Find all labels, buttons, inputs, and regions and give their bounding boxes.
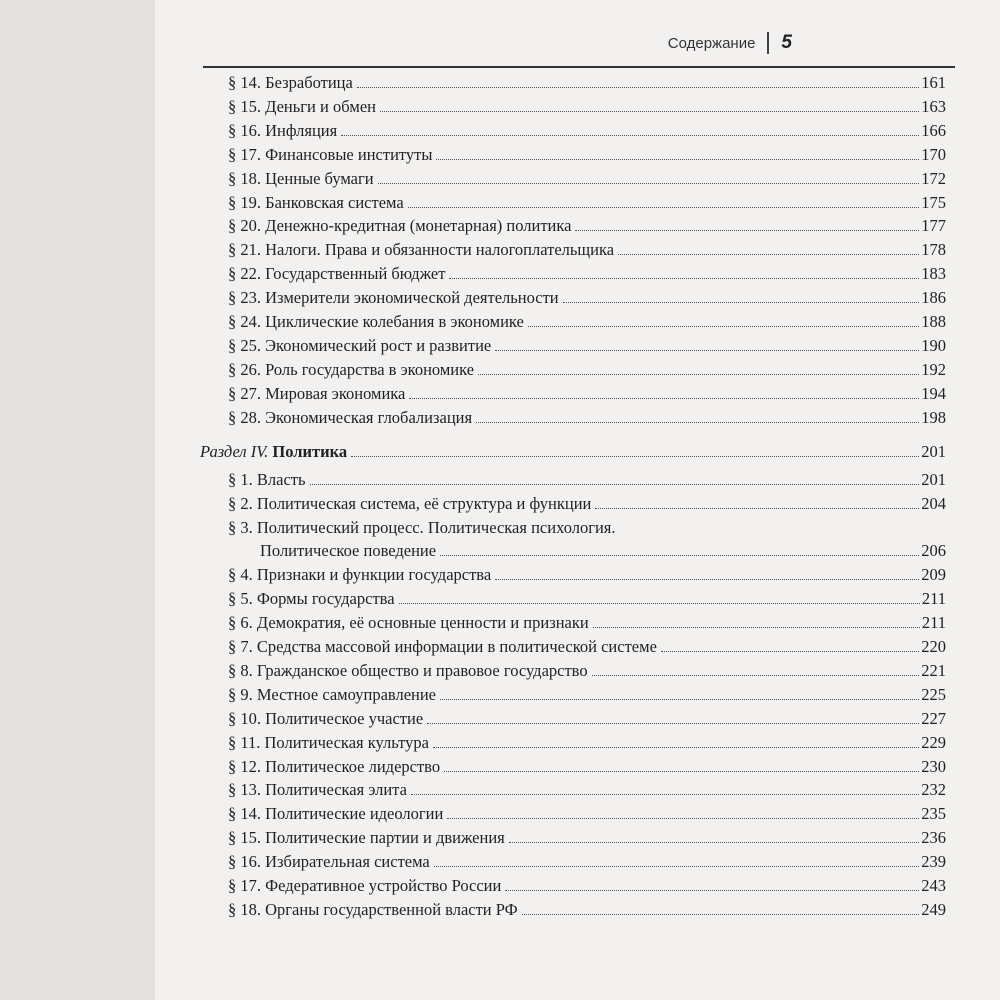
toc-page-number: 209 bbox=[921, 565, 946, 585]
toc-entry-label bbox=[228, 685, 436, 705]
section-number: § 19. bbox=[228, 192, 261, 212]
toc-page-number: 177 bbox=[921, 216, 946, 236]
toc-entry[interactable] bbox=[228, 470, 946, 490]
section-heading-label bbox=[200, 442, 347, 462]
toc-page-number: 221 bbox=[921, 660, 946, 680]
section-number: § 4. bbox=[228, 565, 253, 585]
toc-entry-label bbox=[228, 169, 374, 189]
section-number: § 8. bbox=[228, 660, 253, 680]
section-number: § 5. bbox=[228, 589, 253, 609]
dot-leader bbox=[522, 914, 920, 915]
toc-page-number: 186 bbox=[921, 288, 946, 308]
toc-entry[interactable] bbox=[228, 661, 946, 681]
toc-entry-label bbox=[228, 384, 405, 404]
toc-page-number: 201 bbox=[921, 442, 946, 462]
section-number: § 26. bbox=[228, 359, 261, 379]
toc-entry-label bbox=[228, 470, 306, 490]
header-rule bbox=[203, 66, 955, 68]
toc-entry-title: Демократия, её основные ценности и признаки bbox=[256, 613, 589, 633]
toc-entry-label bbox=[228, 709, 423, 729]
toc-entry-title: Формы государства bbox=[256, 589, 395, 609]
section-number: § 3. bbox=[228, 517, 253, 537]
dot-leader bbox=[440, 699, 919, 700]
section-number: § 14. bbox=[228, 73, 261, 92]
toc-entry[interactable] bbox=[228, 876, 946, 896]
toc-entry-label bbox=[228, 193, 404, 213]
toc-entry-multiline-first[interactable] bbox=[228, 518, 616, 538]
toc-entry-label bbox=[228, 613, 589, 633]
toc-entry[interactable] bbox=[228, 804, 946, 824]
section-number: § 21. bbox=[228, 240, 261, 260]
toc-entry-title: Денежно-кредитная (монетарная) политика bbox=[265, 216, 572, 236]
toc-page-number: 235 bbox=[921, 804, 946, 824]
toc-entry[interactable] bbox=[228, 408, 946, 428]
toc-entry[interactable] bbox=[228, 193, 946, 213]
dot-leader bbox=[563, 302, 920, 303]
toc-entry-title: Избирательная система bbox=[265, 852, 430, 872]
toc-entry[interactable] bbox=[228, 637, 946, 657]
toc-entry[interactable] bbox=[228, 216, 946, 236]
toc-page-number: 188 bbox=[921, 312, 946, 331]
toc-entry[interactable] bbox=[228, 852, 946, 872]
toc-entry-label bbox=[228, 288, 559, 308]
toc-entry[interactable] bbox=[228, 336, 946, 356]
section-number: § 23. bbox=[228, 288, 261, 308]
toc-entry[interactable] bbox=[228, 900, 946, 920]
header-title: Содержание bbox=[667, 34, 756, 52]
section-number: § 2. bbox=[228, 493, 253, 513]
section-number: § 15. bbox=[228, 96, 261, 116]
toc-entry-title: Безработица bbox=[265, 73, 353, 92]
toc-entry-title: Государственный бюджет bbox=[265, 264, 446, 284]
section-part: Раздел IV. bbox=[200, 442, 269, 462]
toc-entry-label bbox=[228, 336, 491, 356]
section-number: § 1. bbox=[228, 469, 253, 489]
toc-entry-title: Инфляция bbox=[265, 120, 338, 140]
toc-entry[interactable] bbox=[228, 360, 946, 380]
toc-entry-label bbox=[228, 757, 440, 777]
page-content bbox=[155, 0, 1000, 1000]
toc-entry-label bbox=[228, 828, 505, 848]
dot-leader bbox=[447, 818, 919, 819]
dot-leader bbox=[444, 771, 919, 772]
dot-leader bbox=[509, 842, 920, 843]
section-number: § 25. bbox=[228, 335, 261, 355]
toc-page-number: 243 bbox=[921, 876, 946, 896]
section-number: § 18. bbox=[228, 168, 261, 188]
section-number: § 16. bbox=[228, 120, 261, 140]
section-number: § 27. bbox=[228, 383, 261, 403]
toc-entry-label bbox=[228, 145, 432, 165]
toc-entry[interactable] bbox=[228, 264, 946, 284]
toc-entry-title: Политическая система, её структура и функции bbox=[256, 493, 592, 513]
dot-leader bbox=[436, 159, 919, 160]
toc-page-number: 225 bbox=[921, 684, 946, 704]
toc-page-number: 206 bbox=[921, 541, 946, 561]
dot-leader bbox=[661, 651, 919, 652]
toc-entry-label bbox=[228, 852, 430, 872]
toc-page-number: 198 bbox=[921, 407, 946, 427]
dot-leader bbox=[595, 508, 919, 509]
toc-entry[interactable] bbox=[228, 709, 946, 729]
toc-page-number: 172 bbox=[921, 168, 946, 188]
section-number: § 13. bbox=[228, 780, 261, 800]
section-number: § 17. bbox=[228, 144, 261, 164]
toc-entry-label bbox=[228, 565, 491, 585]
toc-entry[interactable] bbox=[228, 613, 946, 633]
toc-page-number: 170 bbox=[921, 144, 946, 164]
toc-entry[interactable] bbox=[228, 494, 946, 514]
toc-entry-multiline-second[interactable] bbox=[260, 541, 946, 561]
toc-entry-title: Власть bbox=[256, 469, 306, 489]
toc-entry-title: Деньги и обмен bbox=[265, 96, 377, 116]
toc-page-number: 194 bbox=[921, 383, 946, 403]
toc-page-number: 175 bbox=[921, 192, 946, 212]
toc-entry-label bbox=[228, 408, 472, 428]
header-page-number: 5 bbox=[781, 32, 792, 53]
toc-entry-label bbox=[228, 264, 445, 284]
dot-leader bbox=[434, 866, 919, 867]
section-number: § 15. bbox=[228, 828, 261, 848]
toc-entry-title: Циклические колебания в экономике bbox=[265, 312, 524, 331]
dot-leader bbox=[592, 675, 920, 676]
toc-entry-label bbox=[228, 240, 614, 260]
toc-entry[interactable] bbox=[228, 384, 946, 404]
toc-page-number: 211 bbox=[921, 613, 946, 633]
toc-entry-title: Политическая элита bbox=[265, 780, 407, 800]
toc-page-number: 220 bbox=[921, 637, 946, 657]
section-number: § 14. bbox=[228, 804, 261, 824]
toc-entry-title: Федеративное устройство России bbox=[265, 876, 502, 896]
toc-entry[interactable] bbox=[228, 312, 946, 332]
toc-page-number: 204 bbox=[921, 493, 946, 513]
toc-page-number: 161 bbox=[921, 73, 946, 92]
header-separator bbox=[767, 32, 769, 54]
section-number: § 10. bbox=[228, 708, 261, 728]
toc-page-number: 178 bbox=[921, 240, 946, 260]
toc-page-number: 211 bbox=[921, 589, 946, 609]
toc-page-number: 201 bbox=[921, 469, 946, 489]
dot-leader bbox=[427, 723, 919, 724]
toc-entry-label bbox=[228, 661, 588, 681]
toc-entry-title: Роль государства в экономике bbox=[265, 359, 475, 379]
section-number: § 12. bbox=[228, 756, 261, 776]
dot-leader bbox=[449, 278, 919, 279]
dot-leader bbox=[411, 794, 919, 795]
dot-leader bbox=[310, 484, 920, 485]
toc-entry-label bbox=[228, 73, 353, 93]
dot-leader bbox=[575, 230, 919, 231]
toc-page-number: 166 bbox=[921, 120, 946, 140]
section-number: § 22. bbox=[228, 264, 261, 284]
toc-entry-label bbox=[228, 780, 407, 800]
toc-entry[interactable] bbox=[228, 565, 946, 585]
section-number: § 11. bbox=[228, 732, 261, 752]
dot-leader bbox=[478, 374, 919, 375]
dot-leader bbox=[476, 422, 919, 423]
section-number: § 28. bbox=[228, 407, 261, 427]
toc-page-number: 230 bbox=[921, 756, 946, 776]
section-number: § 16. bbox=[228, 852, 261, 872]
toc-entry[interactable] bbox=[228, 757, 946, 777]
toc-entry[interactable] bbox=[228, 589, 946, 609]
dot-leader bbox=[528, 326, 919, 327]
toc-page-number: 229 bbox=[921, 732, 946, 752]
toc-entry-title: Налоги. Права и обязанности налогоплательщика bbox=[265, 240, 615, 260]
dot-leader bbox=[593, 627, 920, 628]
toc-entry-title: Политическая культура bbox=[264, 732, 429, 752]
dot-leader bbox=[380, 111, 919, 112]
dot-leader bbox=[433, 747, 919, 748]
toc-entry[interactable] bbox=[228, 685, 946, 705]
toc-entry-label bbox=[228, 216, 571, 236]
section-number: § 9. bbox=[228, 684, 253, 704]
toc-entry-title: Экономическая глобализация bbox=[265, 407, 473, 427]
section-title: Политика bbox=[272, 442, 348, 462]
section-heading[interactable] bbox=[200, 442, 946, 462]
toc-page-number: 232 bbox=[921, 780, 946, 800]
toc-entry-label bbox=[228, 589, 395, 609]
dot-leader bbox=[341, 135, 919, 136]
toc-entry-title: Политические партии и движения bbox=[265, 828, 505, 848]
dot-leader bbox=[409, 398, 919, 399]
toc-entry[interactable] bbox=[228, 169, 946, 189]
toc-page-number: 227 bbox=[921, 708, 946, 728]
toc-entry-title: Политическое участие bbox=[265, 708, 424, 728]
toc-entry-title: Гражданское общество и правовое государство bbox=[256, 660, 588, 680]
toc-entry-title: Политическое лидерство bbox=[265, 756, 441, 776]
section-number: § 18. bbox=[228, 899, 261, 919]
dot-leader bbox=[440, 555, 919, 556]
toc-entry-label bbox=[228, 494, 591, 514]
toc-entry-label bbox=[228, 804, 443, 824]
toc-entry-title: Финансовые институты bbox=[265, 144, 433, 164]
toc-entry[interactable] bbox=[228, 121, 946, 141]
toc-entry-label bbox=[228, 637, 657, 657]
toc-entry-label bbox=[228, 121, 337, 141]
toc-entry-title: Политический процесс. Политическая психология. bbox=[256, 517, 616, 537]
toc-entry-title: Измерители экономической деятельности bbox=[265, 288, 559, 308]
toc-entry[interactable] bbox=[228, 733, 946, 753]
dot-leader bbox=[351, 456, 919, 457]
toc-entry-title-continued: Политическое поведение bbox=[260, 541, 437, 561]
toc-entry-title: Местное самоуправление bbox=[256, 684, 437, 704]
toc-entry-label bbox=[228, 733, 429, 753]
toc-page-number: 236 bbox=[921, 828, 946, 848]
section-number: § 7. bbox=[228, 637, 253, 657]
toc-entry-label bbox=[228, 312, 524, 332]
toc-entry-label bbox=[228, 360, 474, 380]
toc-entry-title: Политические идеологии bbox=[265, 804, 444, 824]
toc-entry[interactable] bbox=[228, 780, 946, 800]
toc-page-number: 249 bbox=[921, 899, 946, 919]
toc-entry-title: Банковская система bbox=[265, 192, 404, 212]
toc-entry-label bbox=[228, 900, 518, 920]
section-number: § 24. bbox=[228, 312, 261, 331]
dot-leader bbox=[495, 350, 919, 351]
running-header bbox=[668, 32, 792, 54]
toc-entry-title: Органы государственной власти РФ bbox=[265, 899, 518, 919]
toc-page-number: 163 bbox=[921, 96, 946, 116]
toc-entry-title: Мировая экономика bbox=[265, 383, 406, 403]
toc-entry[interactable] bbox=[228, 73, 946, 93]
dot-leader bbox=[357, 87, 919, 88]
toc-page-number: 192 bbox=[921, 359, 946, 379]
toc-entry[interactable] bbox=[228, 145, 946, 165]
toc-entry[interactable] bbox=[228, 288, 946, 308]
dot-leader bbox=[505, 890, 919, 891]
dot-leader bbox=[408, 207, 920, 208]
toc-page-number: 190 bbox=[921, 335, 946, 355]
toc-entry-title: Средства массовой информации в политической системе bbox=[256, 637, 657, 657]
section-number: § 17. bbox=[228, 876, 261, 896]
toc-entry[interactable] bbox=[228, 97, 946, 117]
toc-entry[interactable] bbox=[228, 828, 946, 848]
toc-entry-title: Признаки и функции государства bbox=[256, 565, 492, 585]
dot-leader bbox=[618, 254, 919, 255]
book-page bbox=[155, 0, 1000, 1000]
toc-entry-label bbox=[228, 97, 376, 117]
section-number: § 20. bbox=[228, 216, 261, 236]
toc-entry-label bbox=[228, 876, 501, 896]
toc-entry-title: Экономический рост и развитие bbox=[265, 335, 492, 355]
dot-leader bbox=[495, 579, 919, 580]
section-number: § 6. bbox=[228, 613, 253, 633]
toc-entry-title: Ценные бумаги bbox=[265, 168, 374, 188]
dot-leader bbox=[399, 603, 920, 604]
toc-entry[interactable] bbox=[228, 240, 946, 260]
dot-leader bbox=[378, 183, 920, 184]
toc-page-number: 183 bbox=[921, 264, 946, 284]
toc-page-number: 239 bbox=[921, 852, 946, 872]
